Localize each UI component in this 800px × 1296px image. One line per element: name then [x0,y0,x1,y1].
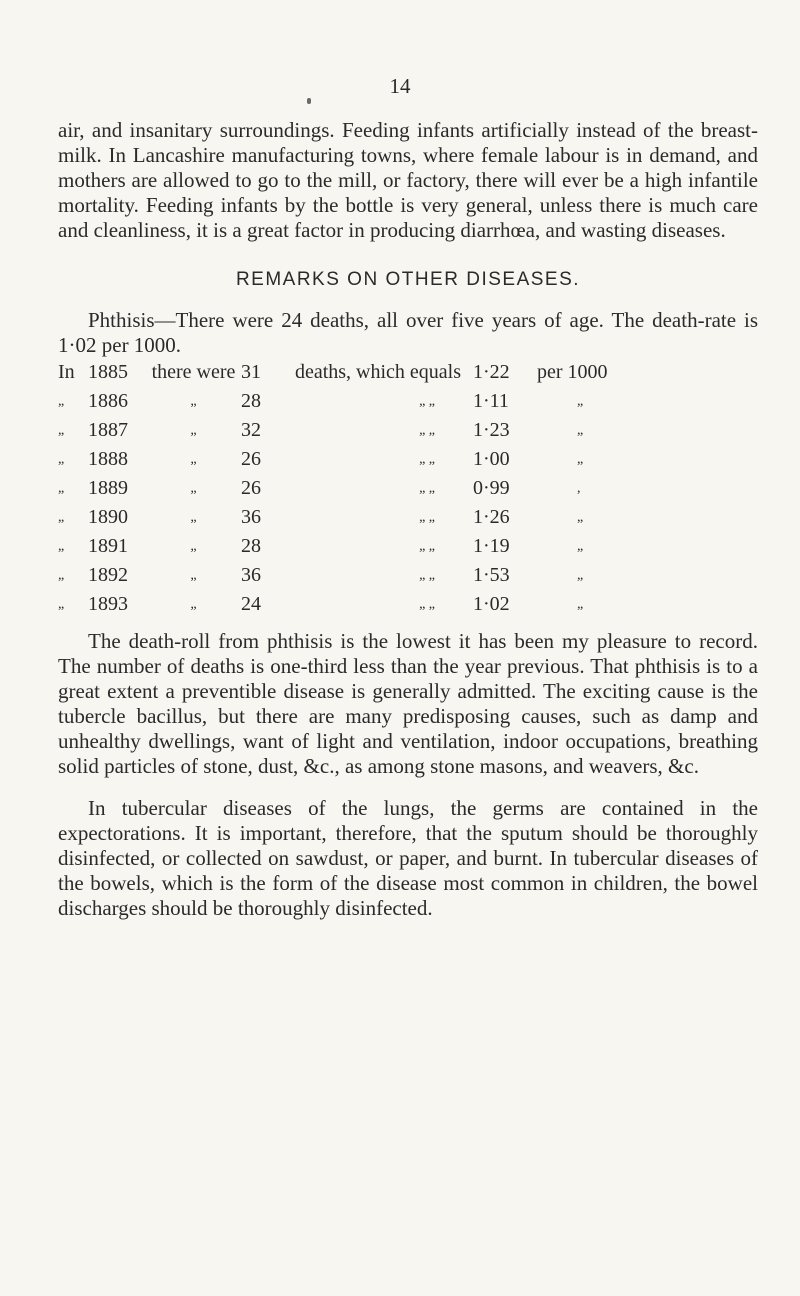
section-heading: REMARKS ON OTHER DISEASES. [235,269,581,290]
table-cell-year: 1890 [88,506,128,528]
table-cell-post: per 1000 [537,361,608,383]
table-row [58,561,608,590]
table-cell-mid2: deaths, which equals [294,361,462,383]
intro-paragraph: air, and insanitary surroundings. Feeding infants artificially instead of the breast-milk. In Lancashire manufacturing towns, where female labour is in demand, and mothers are allowed to go to the mill, or factory, there will ever be a high infantile mortality. Feeding infants by the bottle is very general, unless there is much care and cleanliness, it is a great factor in producing diarrhœa, and wasting diseases. [58,118,758,242]
table-cell-post: „ [577,597,584,612]
table-row [58,474,608,503]
table-cell-pre: „ [58,568,65,583]
table-cell-mid1: „ [190,510,197,525]
table-cell-mid1: „ [190,539,197,554]
table-cell-rate: 1·11 [473,390,509,412]
table-cell-rate: 1·23 [473,419,510,441]
table-cell-year: 1893 [88,593,128,615]
table-cell-mid2: „ „ [419,452,435,467]
table-cell-mid1: „ [190,568,197,583]
table-cell-pre: In [58,361,75,383]
table-cell-year: 1885 [88,361,128,383]
table-cell-pre: „ [58,481,65,496]
table-cell-year: 1892 [88,564,128,586]
table-cell-deaths: 31 [241,361,261,383]
table-cell-deaths: 28 [241,390,261,412]
deathroll-paragraph: The death-roll from phthisis is the lowest it has been my pleasure to record. The number of deaths is one-third less than the year previous. That phthisis is to a great extent a preventible disease is generally admitted. The exciting cause is the tubercle bacillus, but there are many predisposing causes, such as damp and unhealthy dwellings, want of light and ventilation, indoor occupations, breathing solid particles of stone, dust, &c., as among stone masons, and weavers, &c. [58,629,758,778]
table-cell-pre: „ [58,510,65,525]
table-cell-rate: 1·19 [473,535,510,557]
table-cell-mid1: there were [151,361,236,383]
table-cell-year: 1891 [88,535,128,557]
table-cell-mid2: „ „ [419,423,435,438]
table-cell-pre: „ [58,452,65,467]
table-cell-mid2: „ „ [419,568,435,583]
table-cell-deaths: 24 [241,593,261,615]
table-cell-post: „ [577,568,584,583]
phthisis-deaths-table [58,358,608,619]
table-cell-mid2: „ „ [419,597,435,612]
table-cell-post: „ [577,394,584,409]
table-cell-deaths: 36 [241,564,261,586]
table-row [58,387,608,416]
table-cell-year: 1886 [88,390,128,412]
table-cell-post: „ [577,452,584,467]
table-cell-mid1: „ [190,481,197,496]
table-cell-pre: „ [58,394,65,409]
table-row [58,532,608,561]
table-cell-post: , [577,481,581,496]
table-cell-rate: 1·02 [473,593,510,615]
table-row [58,416,608,445]
table-cell-deaths: 36 [241,506,261,528]
table-row [58,590,608,619]
table-cell-pre: „ [58,423,65,438]
table-cell-pre: „ [58,539,65,554]
table-cell-mid1: „ [190,423,197,438]
table-cell-year: 1887 [88,419,128,441]
table-cell-mid2: „ „ [419,510,435,525]
table-cell-deaths: 26 [241,448,261,470]
table-cell-rate: 1·22 [473,361,510,383]
table-cell-post: „ [577,539,584,554]
table-cell-rate: 0·99 [473,477,510,499]
table-cell-deaths: 28 [241,535,261,557]
page-body [58,118,758,921]
table-row [58,503,608,532]
table-cell-rate: 1·00 [473,448,510,470]
table-row [58,445,608,474]
table-cell-mid2: „ „ [419,394,435,409]
table-cell-mid2: „ „ [419,539,435,554]
phthisis-intro: Phthisis—There were 24 deaths, all over five years of age. The death-rate is 1·02 per 1000. [58,308,758,357]
page-mark [307,98,311,104]
table-cell-pre: „ [58,597,65,612]
table-cell-post: „ [577,423,584,438]
table-cell-mid1: „ [190,394,197,409]
table-cell-rate: 1·53 [473,564,510,586]
table-cell-rate: 1·26 [473,506,510,528]
table-cell-deaths: 32 [241,419,261,441]
table-cell-deaths: 26 [241,477,261,499]
table-row [58,358,608,387]
page-number: 14 [389,74,411,98]
table-cell-year: 1889 [88,477,128,499]
table-cell-mid1: „ [190,597,197,612]
table-cell-post: „ [577,510,584,525]
table-cell-mid1: „ [190,452,197,467]
tubercular-paragraph: In tubercular diseases of the lungs, the germs are contained in the expectorations. It is important, therefore, that the sputum should be thoroughly disinfected, or collected on sawdust, or paper, and burnt. In tubercular diseases of the bowels, which is the form of the disease most common in children, the bowel discharges should be thoroughly disinfected. [58,796,758,920]
table-cell-mid2: „ „ [419,481,435,496]
table-cell-year: 1888 [88,448,128,470]
